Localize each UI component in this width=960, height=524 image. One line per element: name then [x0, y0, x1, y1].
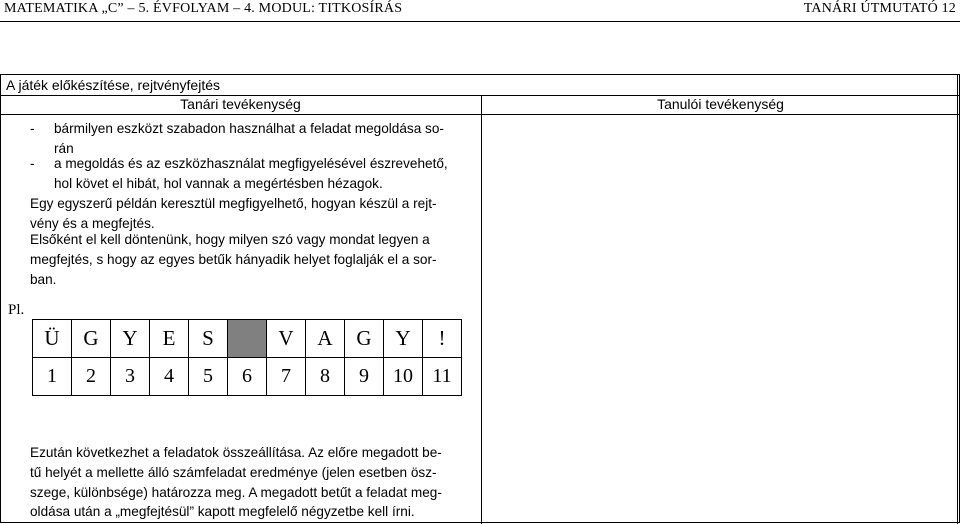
student-column-heading: Tanulói tevékenység [657, 96, 784, 112]
cipher-number-cell: 3 [111, 358, 150, 396]
paragraph-line: Egy egyszerű példán keresztül megfigyelhető, hogyan készül a rejt- [30, 196, 437, 211]
cipher-letter-cell: Ü [33, 320, 72, 358]
bullet-text: hol követ el hibát, hol vannak a megértésben hézagok. [54, 176, 383, 191]
cipher-number-cell: 10 [384, 358, 423, 396]
cipher-numbers-row [33, 358, 462, 396]
cipher-number-cell: 6 [228, 358, 267, 396]
cipher-grid [32, 319, 462, 396]
table-bottom-border [0, 522, 960, 523]
paragraph-line: oldása után a „megfejtésül” kapott megfelelő négyzetbe kell írni. [30, 504, 415, 519]
cipher-number-cell: 2 [72, 358, 111, 396]
bullet-text: a megoldás és az eszközhasználat megfigyelésével észrevehető, [54, 156, 448, 171]
header-rule [0, 21, 960, 22]
bullet-text: rán [54, 141, 74, 156]
cipher-letter-cell: S [189, 320, 228, 358]
example-label: Pl. [8, 302, 25, 318]
cipher-number-cell: 5 [189, 358, 228, 396]
cipher-number-cell: 11 [423, 358, 462, 396]
cipher-number-cell: 7 [267, 358, 306, 396]
cipher-number-cell: 4 [150, 358, 189, 396]
header-title: MATEMATIKA „C” – 5. ÉVFOLYAM – 4. MODUL: TITKOSÍRÁS [4, 1, 403, 16]
cipher-number-cell: 8 [306, 358, 345, 396]
cipher-letter-cell: G [345, 320, 384, 358]
bullet-dash: - [30, 156, 35, 171]
cipher-letter-cell: Y [111, 320, 150, 358]
student-head-divider [481, 114, 960, 115]
cipher-blank-cell [228, 320, 267, 358]
cipher-letter-cell: G [72, 320, 111, 358]
page-header [0, 0, 960, 24]
paragraph-line: vény és a megfejtés. [30, 216, 155, 231]
cipher-number-cell: 1 [33, 358, 72, 396]
paragraph-line: megfejtés, s hogy az egyes betűk hányadik helyet foglalják el a sor- [30, 252, 437, 267]
cipher-letter-cell: Y [384, 320, 423, 358]
cipher-letters-row [33, 320, 462, 358]
cipher-letter-cell: E [150, 320, 189, 358]
cipher-letter-cell: ! [423, 320, 462, 358]
paragraph-line: Ezután következhet a feladatok összeállítása. Az előre megadott be- [30, 445, 442, 460]
table-right-border [957, 74, 958, 524]
paragraph-line: szege, különbsége) határozza meg. A megadott betűt a feladat meg- [30, 485, 442, 500]
cipher-letter-cell: V [267, 320, 306, 358]
section-title: A játék előkészítése, rejtvényfejtés [6, 77, 220, 93]
cipher-number-cell: 9 [345, 358, 384, 396]
teacher-column-heading: Tanári tevékenység [180, 96, 301, 112]
paragraph-line: ban. [30, 272, 57, 287]
cipher-letter-cell: A [306, 320, 345, 358]
bullet-dash: - [30, 121, 35, 136]
paragraph-line: Elsőként el kell döntenünk, hogy milyen szó vagy mondat legyen a [30, 232, 430, 247]
teacher-head-divider [0, 114, 481, 115]
header-page-info: TANÁRI ÚTMUTATÓ 12 [803, 1, 956, 16]
bullet-text: bármilyen eszközt szabadon használhat a feladat megoldása so- [54, 121, 444, 136]
paragraph-line: tű helyét a mellette álló számfeladat eredménye (jelen esetben ösz- [30, 465, 437, 480]
